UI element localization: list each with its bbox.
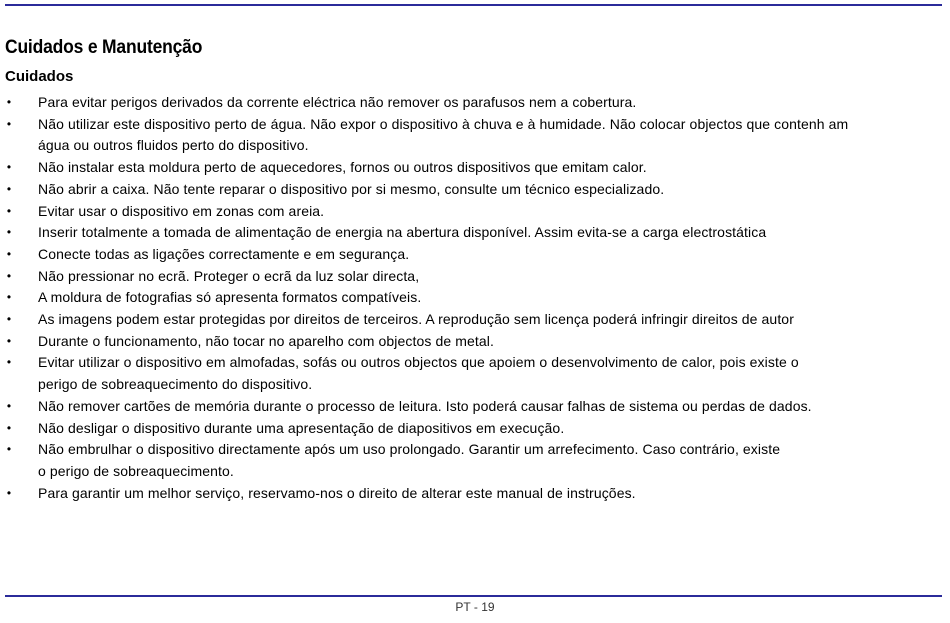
list-item — [0, 92, 945, 114]
list-item-text: A moldura de fotografias só apresenta formatos compatíveis. — [38, 289, 422, 306]
list-item — [0, 201, 945, 223]
page-title: Cuidados e Manutenção — [5, 37, 203, 58]
list-item-text: Não remover cartões de memória durante o processo de leitura. Isto poderá causar falhas de sistema ou perdas de dados. — [38, 397, 812, 414]
list-item — [0, 244, 945, 266]
list-item — [0, 179, 945, 201]
bullet-icon: • — [6, 95, 12, 109]
bullet-icon: • — [6, 290, 12, 305]
list-item — [0, 418, 945, 440]
bullet-icon: • — [6, 246, 12, 261]
list-item-text: Não utilizar este dispositivo perto de água. Não expor o dispositivo à chuva e à humidade. Não colocar objectos que contenh am água ou outros fluidos perto do dispositivo. — [38, 115, 849, 154]
list-item-text: Durante o funcionamento, não tocar no aparelho com objectos de metal. — [38, 332, 494, 349]
bullet-icon: • — [6, 203, 12, 218]
bullet-icon: • — [6, 312, 12, 327]
list-item-text: Para garantir um melhor serviço, reservamo-nos o direito de alterar este manual de instruções. — [38, 484, 636, 501]
list-item-text: As imagens podem estar protegidas por direitos de terceiros. A reprodução sem licença poderá infringir direitos de autor — [38, 311, 794, 328]
list-item — [0, 157, 945, 179]
list-item-text: Não instalar esta moldura perto de aquecedores, fornos ou outros dispositivos que emitam calor. — [38, 159, 647, 176]
care-list — [0, 92, 945, 504]
list-item-text: Não abrir a caixa. Não tente reparar o dispositivo por si mesmo, consulte um técnico especializado. — [38, 180, 665, 197]
list-item — [0, 396, 945, 418]
list-item — [0, 266, 945, 288]
list-item-text: Conecte todas as ligações correctamente e em segurança. — [38, 245, 410, 262]
list-item-text: Não embrulhar o dispositivo directamente após um uso prolongado. Garantir um arrefecimento. Caso contrário, existe o perigo de sobreaquecimento. — [38, 441, 781, 479]
list-item — [0, 114, 945, 157]
bullet-icon: • — [6, 160, 12, 175]
list-item-text: Não pressionar no ecrã. Proteger o ecrã da luz solar directa, — [38, 267, 420, 284]
list-item — [0, 309, 945, 331]
section-subtitle: Cuidados — [5, 68, 74, 85]
list-item — [0, 222, 945, 244]
bullet-icon: • — [6, 355, 12, 370]
page-number: PT - 19 — [455, 600, 495, 614]
list-item — [0, 287, 945, 309]
list-item — [0, 439, 945, 482]
bullet-icon: • — [6, 333, 12, 348]
list-item-text: Evitar utilizar o dispositivo em almofadas, sofás ou outros objectos que apoiem o desenvolvimento de calor, pois existe o perigo de sobreaquecimento do dispositivo. — [38, 354, 799, 393]
list-item-text: Não desligar o dispositivo durante uma apresentação de diapositivos em execução. — [38, 419, 565, 436]
list-item — [0, 483, 945, 505]
list-item-text: Inserir totalmente a tomada de alimentação de energia na abertura disponível. Assim evita-se a carga electrostática — [38, 224, 767, 241]
top-rule — [5, 4, 942, 6]
bullet-icon: • — [6, 485, 12, 500]
bottom-rule — [5, 595, 942, 597]
list-item-text: Para evitar perigos derivados da corrente eléctrica não remover os parafusos nem a cobertura. — [38, 94, 637, 110]
bullet-icon: • — [6, 442, 12, 457]
list-item — [0, 331, 945, 353]
bullet-icon: • — [6, 420, 12, 435]
bullet-icon: • — [6, 398, 12, 413]
list-item — [0, 352, 945, 395]
bullet-icon: • — [6, 116, 12, 131]
list-item-text: Evitar usar o dispositivo em zonas com areia. — [38, 202, 325, 219]
bullet-icon: • — [6, 268, 12, 283]
bullet-icon: • — [6, 181, 12, 196]
bullet-icon: • — [6, 225, 12, 240]
